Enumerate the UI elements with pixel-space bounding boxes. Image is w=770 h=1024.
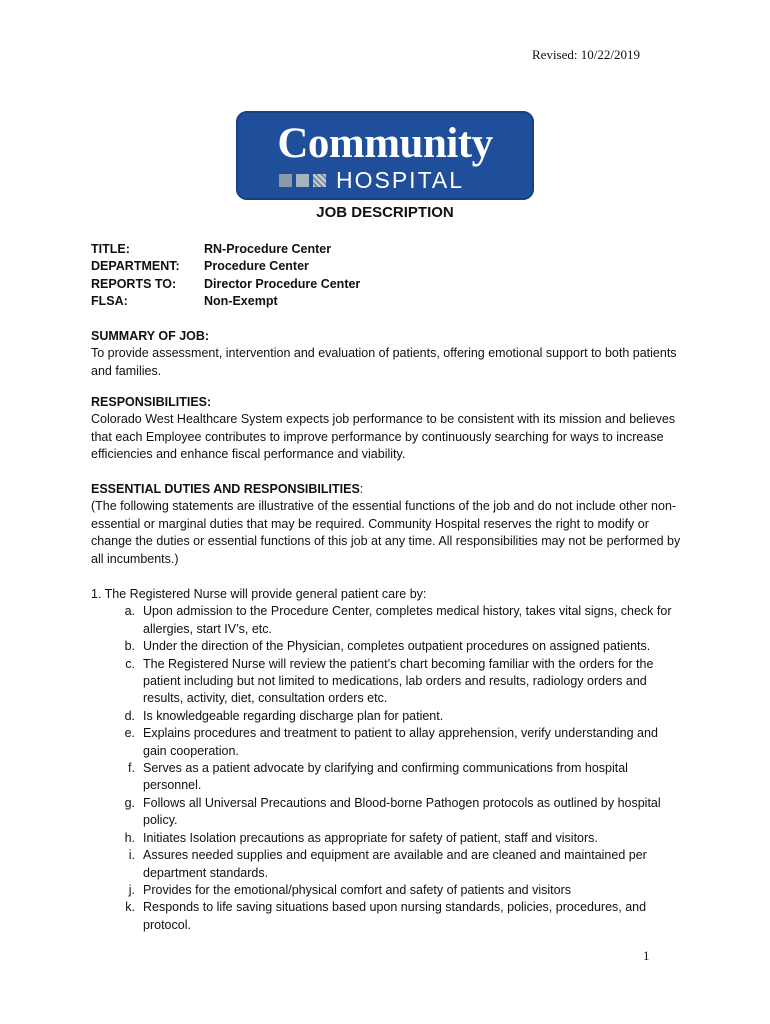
- list-item-text: Follows all Universal Precautions and Blood-borne Pathogen protocols as outlined by hospital policy.: [143, 795, 661, 828]
- list-item: [91, 760, 691, 795]
- list-item-text: Responds to life saving situations based upon nursing standards, policies, procedures, and protocol.: [143, 900, 647, 932]
- list-item-letter: i.: [128, 848, 135, 863]
- document-title: JOB DESCRIPTION: [316, 204, 454, 221]
- list-item: [91, 708, 691, 725]
- info-row-title: [91, 241, 360, 258]
- list-item: [91, 656, 691, 708]
- page-number: 1: [643, 948, 650, 963]
- list-item-letter: h.: [124, 830, 135, 845]
- list-item: [91, 830, 691, 847]
- job-info-table: [91, 241, 360, 311]
- essential-heading-line: [91, 481, 691, 498]
- essential-heading-colon: :: [359, 482, 364, 496]
- list-item-letter: g.: [124, 795, 135, 810]
- list-item-letter: e.: [124, 726, 135, 741]
- list-item-letter: d.: [124, 708, 135, 723]
- info-label: FLSA:: [91, 294, 128, 309]
- list-item-text: Provides for the emotional/physical comfort and safety of patients and visitors: [143, 882, 571, 897]
- list-item: [91, 847, 691, 882]
- info-label: REPORTS TO:: [91, 276, 177, 291]
- info-row-flsa: [91, 293, 360, 310]
- community-hospital-logo: [236, 111, 534, 200]
- info-value: Procedure Center: [204, 259, 309, 274]
- info-label: DEPARTMENT:: [91, 259, 180, 274]
- list-item-text: Serves as a patient advocate by clarifying and confirming communications from hospital personnel.: [143, 761, 628, 793]
- list-item-letter: a.: [124, 604, 135, 619]
- list-item-text: Explains procedures and treatment to patient to allay apprehension, verify understanding and gain cooperation.: [143, 726, 658, 758]
- info-value: RN-Procedure Center: [204, 242, 332, 256]
- list-item: [91, 882, 691, 899]
- essential-text: (The following statements are illustrative of the essential functions of the job and do not include other non-essential or marginal duties that may be required. Community Hospital reserves the right to modify or change the duties or essential functions of this job at any time. All responsibilities may not be performed by all incumbents.): [91, 499, 681, 566]
- list-item-letter: f.: [128, 761, 135, 776]
- list-item-text: Upon admission to the Procedure Center, completes medical history, takes vital signs, check for allergies, start IV’s, etc.: [143, 604, 672, 636]
- responsibilities-text: Colorado West Healthcare System expects job performance to be consistent with its mission and believes that each Employee contributes to improve performance by continuously searching for ways to increase efficiencies and enhance fiscal performance and viability.: [91, 412, 676, 462]
- logo-hospital-row: [279, 169, 464, 191]
- info-row-department: [91, 258, 360, 275]
- list-item: [91, 795, 691, 830]
- list-item: [91, 638, 691, 655]
- logo-community-text: Community: [277, 120, 493, 167]
- list-item-letter: j.: [128, 882, 135, 897]
- info-row-reports-to: [91, 276, 360, 293]
- logo-square-icon: [279, 174, 292, 187]
- list-item-letter: k.: [125, 900, 135, 915]
- list-item-text: Is knowledgeable regarding discharge plan for patient.: [143, 708, 444, 723]
- list-item-letter: c.: [125, 656, 135, 671]
- list-item-letter: b.: [124, 639, 135, 654]
- list-item: [91, 725, 691, 760]
- list-item-text: Assures needed supplies and equipment are available and are cleaned and maintained per department standards.: [143, 848, 647, 880]
- duties-list: [91, 586, 691, 934]
- list-item-text: Initiates Isolation precautions as appropriate for safety of patient, staff and visitors.: [143, 830, 598, 845]
- logo-square-icon: [313, 174, 326, 187]
- list-item: [91, 899, 691, 934]
- summary-section: [91, 328, 691, 380]
- info-value: Non-Exempt: [204, 294, 278, 309]
- essential-heading: ESSENTIAL DUTIES AND RESPONSIBILITIES: [91, 482, 360, 496]
- list-item: [91, 603, 691, 638]
- info-label: TITLE:: [91, 242, 130, 256]
- list-item-text: The Registered Nurse will review the patient’s chart becoming familiar with the orders for the patient including but not limited to medications, lab orders and results, radiology orders and results, activity, diet, consultation orders etc.: [143, 656, 654, 706]
- duties-intro: 1. The Registered Nurse will provide general patient care by:: [91, 587, 427, 601]
- list-item-text: Under the direction of the Physician, completes outpatient procedures on assigned patients.: [143, 639, 651, 654]
- responsibilities-section: [91, 394, 691, 464]
- summary-text: To provide assessment, intervention and evaluation of patients, offering emotional support to both patients and families.: [91, 346, 677, 378]
- summary-heading: SUMMARY OF JOB:: [91, 329, 210, 343]
- essential-duties-section: [91, 481, 691, 568]
- responsibilities-heading: RESPONSIBILITIES:: [91, 395, 212, 409]
- info-value: Director Procedure Center: [204, 276, 361, 291]
- logo-square-icon: [296, 174, 309, 187]
- revised-date: Revised: 10/22/2019: [532, 47, 640, 62]
- logo-hospital-text: HOSPITAL: [336, 167, 465, 193]
